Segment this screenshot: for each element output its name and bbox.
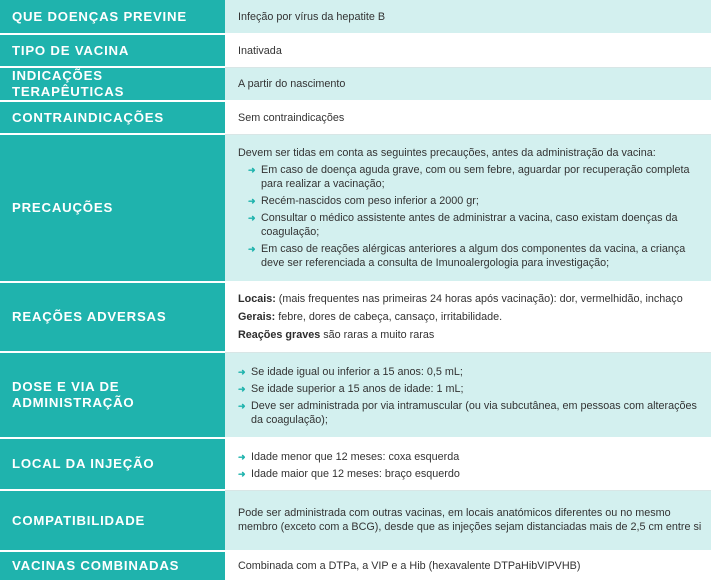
list-item-text: Consultar o médico assistente antes de administrar a vacina, caso existam doenças da coagulação; [261, 211, 678, 238]
row-value [225, 438, 711, 490]
list-item [238, 365, 703, 379]
list-item-text: Em caso de doença aguda grave, com ou sem febre, aguardar por recuperação completa para realizar a vacinação; [261, 163, 690, 190]
arrow-right-icon: ➜ [238, 401, 246, 412]
row-precautions [0, 134, 711, 282]
row-indications [0, 67, 711, 101]
row-dose [0, 352, 711, 438]
arrow-right-icon: ➜ [248, 164, 256, 175]
row-label: REAÇÕES ADVERSAS [0, 282, 225, 352]
injection-site-list [238, 450, 703, 481]
list-item [248, 163, 703, 191]
row-label: CONTRAINDICAÇÕES [0, 101, 225, 134]
row-value: A partir do nascimento [225, 67, 711, 101]
reaction-line [238, 292, 703, 306]
row-label: LOCAL DA INJEÇÃO [0, 438, 225, 490]
list-item-text: Idade menor que 12 meses: coxa esquerda [251, 451, 460, 464]
row-label: TIPO DE VACINA [0, 34, 225, 67]
list-item [238, 450, 703, 464]
row-value [225, 282, 711, 352]
list-item [248, 211, 703, 239]
row-label: DOSE E VIA DE ADMINISTRAÇÃO [0, 352, 225, 438]
reaction-text: são raras a muito raras [320, 329, 435, 342]
dose-list [238, 365, 703, 427]
row-adverse-reactions [0, 282, 711, 352]
list-item-text: Em caso de reações alérgicas anteriores a algum dos componentes da vacina, a criança deve ser referenciada a consulta de Imunoalergologia para investigação; [261, 242, 686, 269]
reaction-text: febre, dores de cabeça, cansaço, irritabilidade. [275, 311, 503, 324]
row-value [225, 134, 711, 282]
row-label: INDICAÇÕES TERAPÊUTICAS [0, 67, 225, 101]
row-injection-site [0, 438, 711, 490]
precautions-intro: Devem ser tidas em conta as seguintes precauções, antes da administração da vacina: [238, 146, 656, 159]
row-value: Sem contraindicações [225, 101, 711, 134]
arrow-right-icon: ➜ [238, 384, 246, 395]
list-item-text: Idade maior que 12 meses: braço esquerdo [251, 468, 460, 481]
reaction-type: Gerais: [238, 311, 276, 324]
list-item [238, 467, 703, 481]
row-value: Inativada [225, 34, 711, 67]
reaction-type: Locais: [238, 293, 276, 306]
row-combined-vaccines [0, 551, 711, 581]
arrow-right-icon: ➜ [248, 243, 256, 254]
arrow-right-icon: ➜ [248, 212, 256, 223]
row-contraindications [0, 101, 711, 134]
arrow-right-icon: ➜ [248, 195, 256, 206]
list-item [238, 399, 703, 427]
row-label: PRECAUÇÕES [0, 134, 225, 282]
reaction-text: (mais frequentes nas primeiras 24 horas após vacinação): dor, vermelhidão, inchaço [275, 293, 683, 306]
reaction-type: Reações graves [238, 329, 321, 342]
list-item [238, 382, 703, 396]
row-value: Combinada com a DTPa, a VIP e a Hib (hexavalente DTPaHibVIPVHB) [225, 551, 711, 581]
arrow-right-icon: ➜ [238, 367, 246, 378]
row-compatibility [0, 490, 711, 551]
reaction-line [238, 310, 703, 324]
list-item-text: Deve ser administrada por via intramuscular (ou via subcutânea, em pessoas com alterações da coagulação); [251, 400, 697, 427]
list-item [248, 194, 703, 208]
row-label: COMPATIBILIDADE [0, 490, 225, 551]
row-value: Infeção por vírus da hepatite B [225, 0, 711, 34]
row-label: VACINAS COMBINADAS [0, 551, 225, 581]
reaction-line [238, 328, 703, 342]
row-vaccine-type [0, 34, 711, 67]
row-value [225, 352, 711, 438]
row-diseases [0, 0, 711, 34]
row-value: Pode ser administrada com outras vacinas, em locais anatómicos diferentes ou no mesmo membro (exceto com a BCG), desde que as injeções sejam distanciadas mais de 2,5 cm entre si [225, 490, 711, 551]
list-item-text: Se idade igual ou inferior a 15 anos: 0,5 mL; [251, 366, 463, 379]
row-label: QUE DOENÇAS PREVINE [0, 0, 225, 34]
list-item [248, 242, 703, 270]
list-item-text: Se idade superior a 15 anos de idade: 1 mL; [251, 383, 464, 396]
arrow-right-icon: ➜ [238, 469, 246, 480]
arrow-right-icon: ➜ [238, 452, 246, 463]
list-item-text: Recém-nascidos com peso inferior a 2000 gr; [261, 194, 479, 207]
precautions-list [238, 163, 703, 270]
